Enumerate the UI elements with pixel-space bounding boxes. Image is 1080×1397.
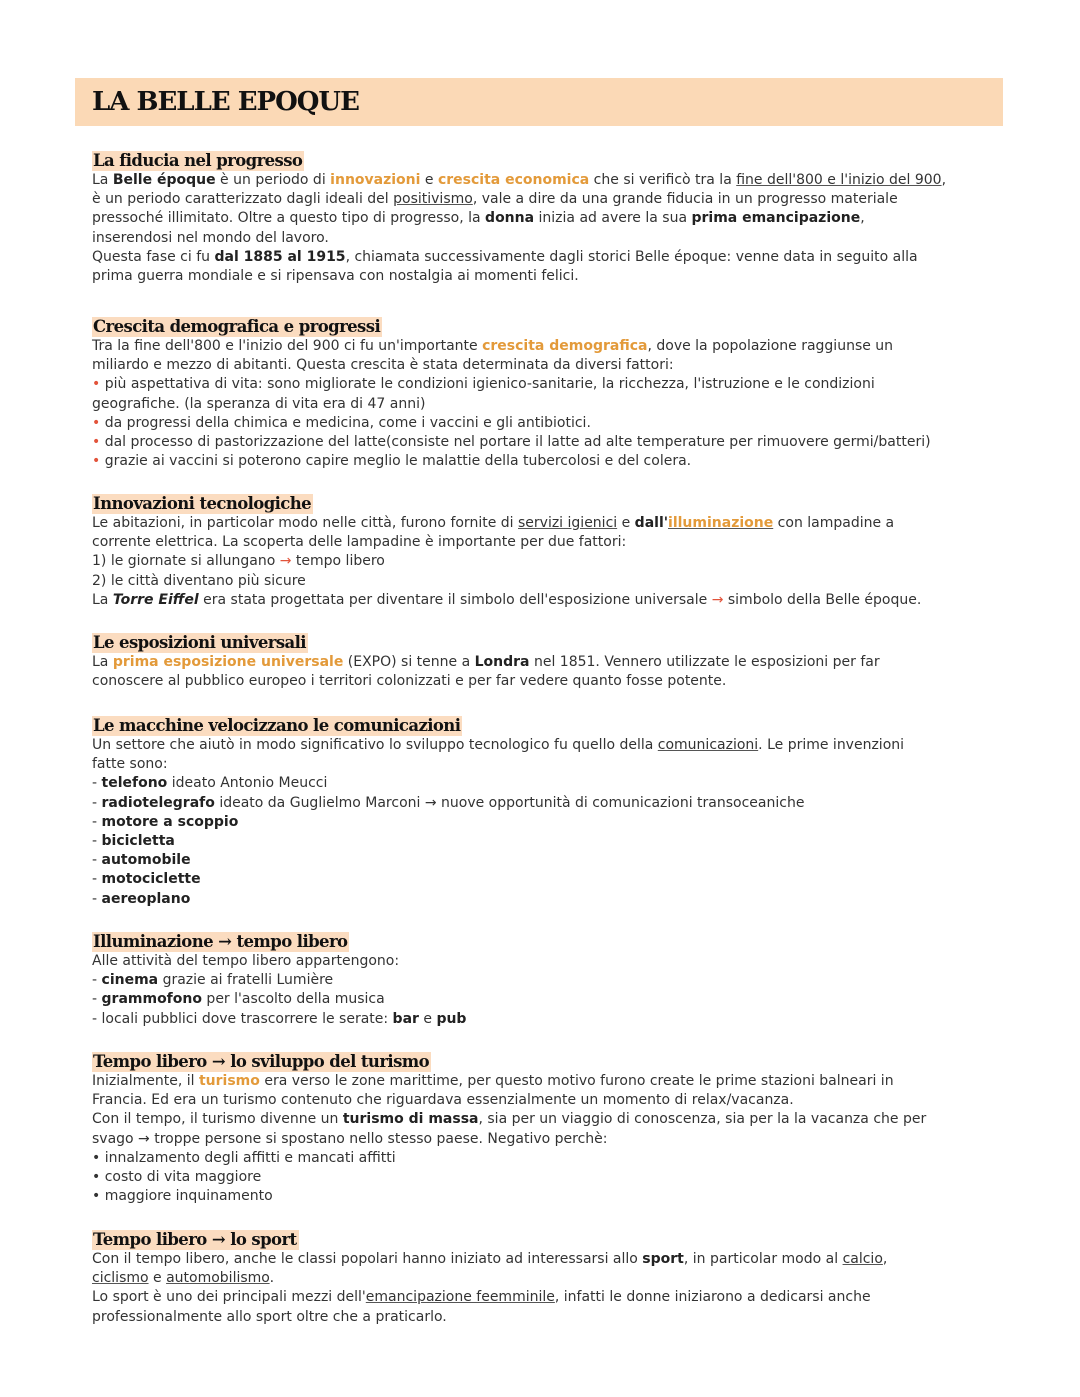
bullet-icon: • [92, 376, 101, 393]
text: per l'ascolto della musica [201, 991, 385, 1008]
paragraph-line [92, 1269, 992, 1288]
section-fiducia [92, 151, 992, 286]
bold-text: turismo di massa [342, 1111, 479, 1128]
paragraph-line: corrente elettrica. La scoperta delle lampadine è importante per due fattori: [92, 534, 627, 551]
bullet-icon: • [92, 414, 101, 431]
paragraph-line: professionalmente allo sport oltre che a praticarlo. [92, 1308, 447, 1325]
text: dal processo di pastorizzazione del latte(consiste nel portare il latte ad alte temperature per rimuovere germi/batteri) [104, 434, 931, 451]
list-item [92, 971, 992, 990]
text: più aspettativa di vita: sono migliorate le condizioni igienico-sanitarie, la ricchezza, l'istruzione e le condizioni [104, 376, 875, 393]
bold-text: aereoplano [101, 890, 191, 907]
bold-italic-text: Torre Eiffel [112, 591, 199, 608]
section-innovazioni [92, 494, 992, 610]
bold-text: telefono [101, 775, 168, 792]
list-item: • innalzamento degli affitti e mancati affitti [92, 1149, 396, 1166]
text: Tra la fine dell'800 e l'inizio del 900 ci fu un'importante [92, 338, 483, 354]
text: 1) le giornate si allungano [92, 553, 280, 570]
list-item [92, 452, 992, 471]
paragraph-line: Francia. Ed era un turismo contenuto che riguardava essenzialmente un momento di relax/vacanza. [92, 1092, 794, 1109]
text: , chiamata successivamente dagli storici Belle époque: venne data in seguito alla [345, 248, 918, 265]
section-heading: Le esposizioni universali [93, 633, 306, 652]
paragraph-line: svago → troppe persone si spostano nello stesso paese. Negativo perchè: [92, 1130, 608, 1147]
text: , infatti le donne iniziarono a dedicarsi anche [554, 1289, 871, 1306]
text: , [941, 172, 947, 188]
text: grazie ai vaccini si poterono capire meglio le malattie della tubercolosi e del colera. [104, 453, 692, 470]
paragraph-line [92, 1110, 992, 1129]
list-item: 2) le città diventano più sicure [92, 572, 306, 589]
bullet-icon: • [92, 453, 101, 470]
list-item [92, 794, 992, 813]
paragraph-line: fatte sono: [92, 756, 168, 773]
text: Un settore che aiutò in modo significativo lo sviluppo tecnologico fu quello della [92, 737, 658, 753]
text: inizia ad avere la sua [534, 210, 692, 227]
paragraph-line [92, 514, 992, 533]
text: . Le prime invenzioni [758, 737, 905, 753]
text: Con il tempo libero, anche le classi popolari hanno iniziato ad interessarsi allo [92, 1251, 643, 1267]
dash: - [92, 871, 102, 888]
bold-text: bicicletta [101, 833, 175, 850]
title-bar [75, 78, 1003, 126]
highlight-text: crescita economica [437, 172, 590, 188]
text: e [148, 1270, 167, 1287]
underlined-text: comunicazioni [657, 737, 759, 753]
section-heading: Crescita demografica e progressi [93, 317, 381, 336]
paragraph-line: inserendosi nel mondo del lavoro. [92, 229, 329, 246]
text: e [617, 515, 635, 531]
section-sport [92, 1230, 992, 1327]
text: , [882, 1251, 888, 1267]
section-heading: Le macchine velocizzano le comunicazioni [93, 716, 461, 735]
bold-text: bar [392, 1010, 419, 1027]
bold-text: cinema [101, 972, 159, 989]
paragraph-line [92, 1072, 992, 1091]
text: - [92, 991, 102, 1008]
text: . [269, 1270, 275, 1287]
text: ideato da Guglielmo Marconi → nuove opportunità di comunicazioni transoceaniche [214, 794, 805, 811]
text: era stata progettata per diventare il simbolo dell'esposizione universale [198, 591, 712, 608]
bold-text: sport [642, 1251, 684, 1267]
section-turismo [92, 1052, 992, 1206]
paragraph-line [92, 1250, 992, 1269]
text: , sia per un viaggio di conoscenza, sia per la la vacanza che per [478, 1111, 927, 1128]
bold-text: motore a scoppio [101, 813, 239, 830]
text: , in particolar modo al [683, 1251, 843, 1267]
text: - locali pubblici dove trascorrere le serate: [92, 1010, 393, 1027]
highlight-text: innovazioni [330, 172, 421, 188]
list-item [92, 1010, 992, 1029]
list-item [92, 890, 992, 909]
list-item [92, 552, 992, 571]
text: Con il tempo, il turismo divenne un [92, 1111, 343, 1128]
text: è un periodo di [215, 172, 331, 188]
section-heading: La fiducia nel progresso [93, 151, 303, 170]
list-item [92, 870, 992, 889]
text: , dove la popolazione raggiunse un [647, 338, 894, 354]
text: La [92, 591, 113, 608]
underlined-text: calcio [842, 1251, 883, 1267]
paragraph-line: prima guerra mondiale e si ripensava con nostalgia ai momenti felici. [92, 268, 579, 285]
text: Le abitazioni, in particolar modo nelle città, furono fornite di [92, 515, 518, 531]
bold-text: automobile [101, 852, 191, 869]
text: era verso le zone marittime, per questo motivo furono create le prime stazioni balneari in [259, 1073, 894, 1089]
paragraph-line: conoscere al pubblico europeo i territori colonizzati e per far vedere quanto fosse potente. [92, 673, 727, 690]
text: simbolo della Belle époque. [723, 591, 922, 608]
bold-text: prima emancipazione [691, 210, 861, 227]
text: da progressi della chimica e medicina, come i vaccini e gli antibiotici. [104, 414, 591, 431]
bold-text: dall' [634, 515, 669, 531]
paragraph-line: miliardo e mezzo di abitanti. Questa crescita è stata determinata da diversi fattori: [92, 357, 674, 374]
paragraph-line [92, 171, 992, 190]
text: - [92, 972, 102, 989]
paragraph-line: geografiche. (la speranza di vita era di 47 anni) [92, 395, 426, 412]
arrow-icon: → [711, 591, 724, 608]
page-title: LA BELLE EPOQUE [92, 87, 359, 117]
text: ideato Antonio Meucci [167, 775, 328, 792]
list-item [92, 414, 992, 433]
text: , [860, 210, 865, 227]
text: con lampadine a [773, 515, 895, 531]
list-item [92, 433, 992, 452]
list-item [92, 774, 992, 793]
list-item [92, 851, 992, 870]
highlight-text: prima esposizione universale [112, 654, 344, 670]
list-item [92, 375, 992, 394]
bold-text: Londra [474, 654, 530, 670]
text: è un periodo caratterizzato dagli ideali del [92, 191, 394, 208]
text: Questa fase ci fu [92, 248, 215, 265]
bold-text: pub [436, 1010, 467, 1027]
dash: - [92, 833, 102, 850]
section-heading: Tempo libero → lo sport [93, 1230, 297, 1249]
list-item [92, 832, 992, 851]
list-item [92, 813, 992, 832]
text: La [92, 654, 113, 670]
text: grazie ai fratelli Lumière [158, 972, 334, 989]
bold-text: motociclette [101, 871, 201, 888]
highlight-text: illuminazione [668, 515, 774, 531]
text: - [92, 794, 102, 811]
underlined-text: fine dell'800 e l'inizio del 900 [736, 172, 942, 188]
bold-text: Belle époque [112, 172, 216, 188]
text: nel 1851. Vennero utilizzate le esposizioni per far [529, 654, 880, 670]
section-heading: Illuminazione → tempo libero [93, 932, 348, 951]
text: pressoché illimitato. Oltre a questo tipo di progresso, la [92, 210, 486, 227]
arrow-icon: → [279, 553, 292, 570]
text: Lo sport è uno dei principali mezzi dell' [92, 1289, 366, 1306]
paragraph-line [92, 209, 992, 228]
bold-text: dal 1885 al 1915 [214, 248, 346, 265]
section-esposizioni [92, 633, 992, 691]
underlined-text: positivismo [393, 191, 473, 208]
text: (EXPO) si tenne a [343, 654, 475, 670]
list-item: • costo di vita maggiore [92, 1169, 262, 1186]
text: , vale a dire da una grande fiducia in un progresso materiale [472, 191, 898, 208]
section-heading: Tempo libero → lo sviluppo del turismo [93, 1052, 430, 1071]
text: e [418, 1010, 437, 1027]
list-item [92, 990, 992, 1009]
section-crescita [92, 317, 992, 471]
bold-text: radiotelegrafo [101, 794, 215, 811]
dash: - [92, 852, 102, 869]
text: La [92, 172, 113, 188]
paragraph-line [92, 337, 992, 356]
paragraph-line [92, 653, 992, 672]
bullet-icon: • [92, 434, 101, 451]
bold-text: donna [485, 210, 535, 227]
underlined-text: servizi igienici [518, 515, 618, 531]
underlined-text: ciclismo [92, 1270, 149, 1287]
section-illuminazione [92, 932, 992, 1029]
dash: - [92, 813, 102, 830]
paragraph-line [92, 1288, 992, 1307]
list-item: • maggiore inquinamento [92, 1188, 273, 1205]
paragraph-line [92, 248, 992, 267]
text: e [420, 172, 438, 188]
section-heading: Innovazioni tecnologiche [93, 494, 312, 513]
paragraph-line [92, 591, 992, 610]
highlight-text: turismo [198, 1073, 260, 1089]
paragraph-line: Alle attività del tempo libero appartengono: [92, 953, 400, 969]
bold-text: grammofono [101, 991, 202, 1008]
highlight-text: crescita demografica [482, 338, 648, 354]
section-comunicazioni [92, 716, 992, 909]
text: che si verificò tra la [589, 172, 737, 188]
text: - [92, 775, 102, 792]
underlined-text: emancipazione feemminile [365, 1289, 555, 1306]
text: tempo libero [291, 553, 385, 570]
paragraph-line [92, 736, 992, 755]
underlined-text: automobilismo [166, 1270, 270, 1287]
dash: - [92, 890, 102, 907]
paragraph-line [92, 190, 992, 209]
text: Inizialmente, il [92, 1073, 199, 1089]
